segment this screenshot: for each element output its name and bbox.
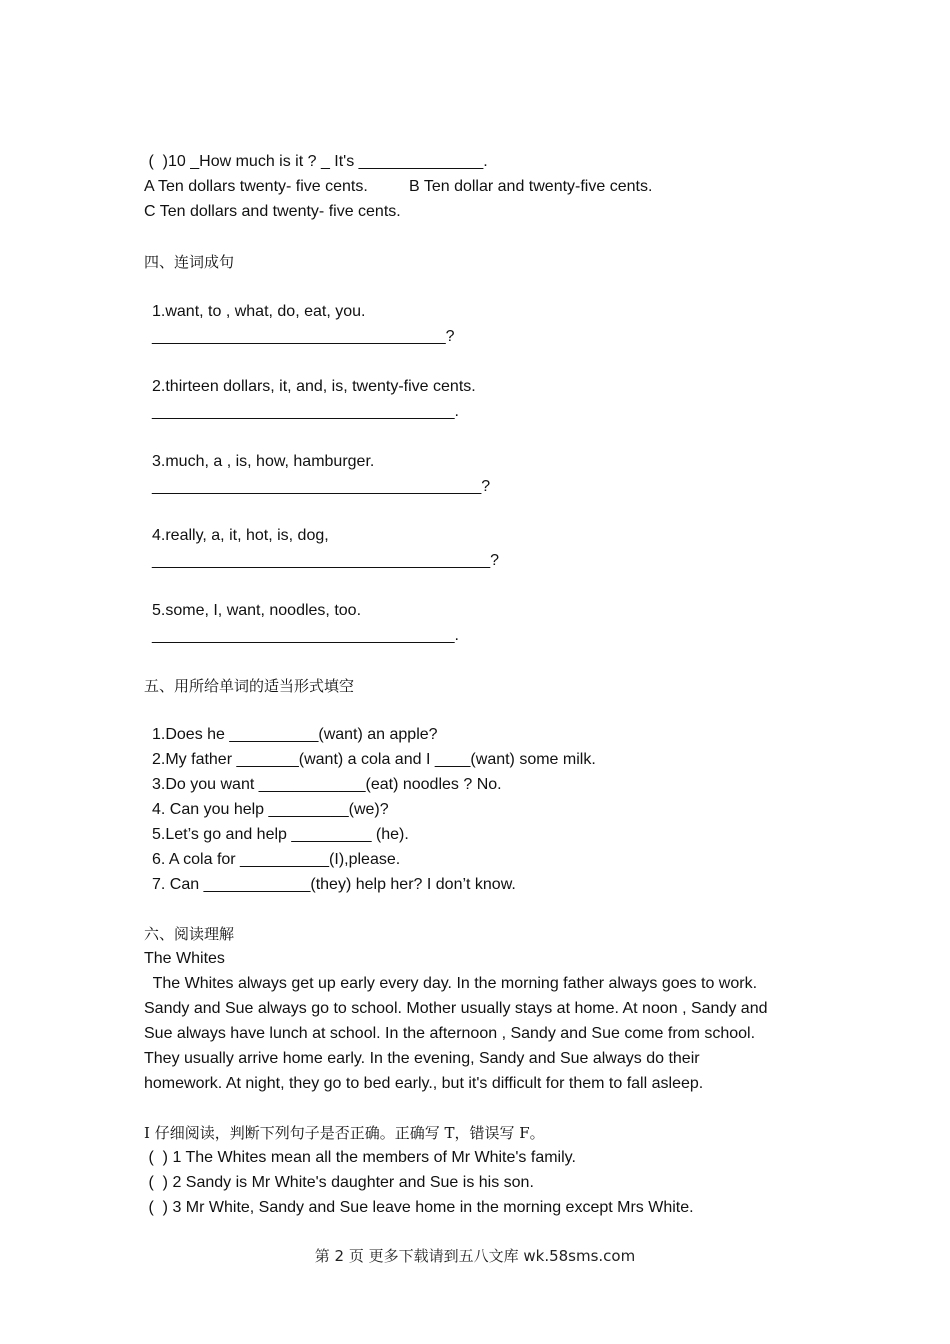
fill-item-7: 7. Can ____________(they) help her? I don’t know. <box>152 876 516 893</box>
fill-item-1: 1.Does he __________(want) an apple? <box>152 726 438 743</box>
answer-blank-2: __________________________________. <box>152 403 459 420</box>
answer-blank-4: ______________________________________? <box>152 552 500 569</box>
tf-instruction: I 仔细阅读，判断下列句子是否正确。正确写 T，错误写 F。 <box>144 1124 545 1142</box>
section-4-title: 四、连词成句 <box>144 253 235 271</box>
passage-line: Sandy and Sue always go to school. Mother usually stays at home. At noon , Sandy and <box>144 1000 768 1017</box>
tf-question-2: ( ) 2 Sandy is Mr White's daughter and Sue is his son. <box>144 1174 534 1191</box>
passage-line: The Whites always get up early every day. In the morning father always goes to work. <box>144 975 758 992</box>
passage-title: The Whites <box>144 950 225 967</box>
answer-blank-5: __________________________________. <box>152 627 459 644</box>
fill-item-5: 5.Let’s go and help _________ (he). <box>152 826 409 843</box>
option-a: A Ten dollars twenty- five cents. <box>144 178 368 195</box>
reorder-item-1: 1.want, to , what, do, eat, you. <box>152 303 366 320</box>
answer-blank-1: _________________________________? <box>152 328 455 345</box>
fill-item-2: 2.My father _______(want) a cola and I ____(want) some milk. <box>152 751 596 768</box>
section-5-title: 五、用所给单词的适当形式填空 <box>144 677 355 695</box>
question-10-stem: ( )10 _How much is it ? _ It's ______________. <box>144 153 488 170</box>
option-c: C Ten dollars and twenty- five cents. <box>144 203 401 220</box>
fill-item-4: 4. Can you help _________(we)? <box>152 801 389 818</box>
reorder-item-2: 2.thirteen dollars, it, and, is, twenty-five cents. <box>152 378 476 395</box>
passage-line: homework. At night, they go to bed early., but it's difficult for them to fall asleep. <box>144 1075 704 1092</box>
tf-question-3: ( ) 3 Mr White, Sandy and Sue leave home in the morning except Mrs White. <box>144 1199 694 1216</box>
page-footer: 第 2 页 更多下载请到五八文库 wk.58sms.com <box>314 1247 636 1265</box>
passage-line: Sue always have lunch at school. In the afternoon , Sandy and Sue come from school. <box>144 1025 756 1042</box>
option-b: B Ten dollar and twenty-five cents. <box>409 178 653 195</box>
passage-line: They usually arrive home early. In the evening, Sandy and Sue always do their <box>144 1050 700 1067</box>
section-6-title: 六、阅读理解 <box>144 925 235 943</box>
fill-item-3: 3.Do you want ____________(eat) noodles ? No. <box>152 776 502 793</box>
fill-item-6: 6. A cola for __________(I),please. <box>152 851 401 868</box>
reorder-item-3: 3.much, a , is, how, hamburger. <box>152 453 375 470</box>
tf-question-1: ( ) 1 The Whites mean all the members of Mr White's family. <box>144 1149 576 1166</box>
answer-blank-3: _____________________________________? <box>152 478 491 495</box>
reorder-item-5: 5.some, I, want, noodles, too. <box>152 602 362 619</box>
reorder-item-4: 4.really, a, it, hot, is, dog, <box>152 527 329 544</box>
